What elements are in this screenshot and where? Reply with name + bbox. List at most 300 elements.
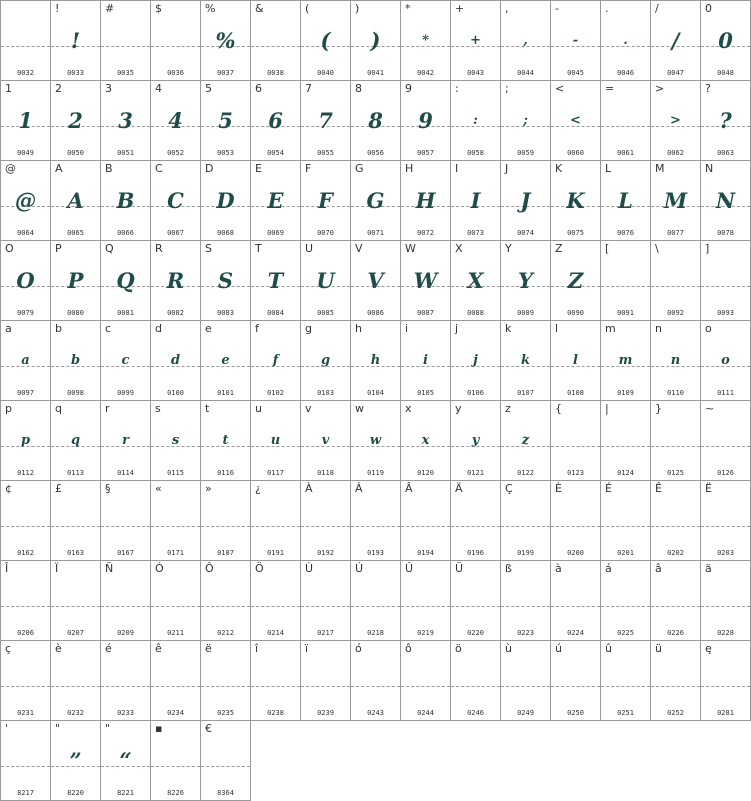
glyph-cell xyxy=(101,561,151,641)
character-code: 0098 xyxy=(67,389,84,397)
character-code: 0224 xyxy=(567,629,584,637)
character-code: 0109 xyxy=(617,389,634,397)
glyph-sample xyxy=(251,581,300,621)
glyph-cell xyxy=(701,321,751,401)
character-code: 8221 xyxy=(117,789,134,797)
character-code: 0074 xyxy=(517,229,534,237)
glyph-cell xyxy=(251,161,301,241)
glyph-cell xyxy=(151,401,201,481)
cell-character: : xyxy=(455,82,459,95)
glyph-sample xyxy=(251,21,300,61)
glyph-cell xyxy=(401,481,451,561)
glyph-sample xyxy=(301,661,350,701)
glyph-cell xyxy=(651,321,701,401)
character-code: 0091 xyxy=(617,309,634,317)
glyph-sample xyxy=(151,661,200,701)
character-code: 0171 xyxy=(167,549,184,557)
glyph-sample: * xyxy=(422,33,429,48)
character-code: 0056 xyxy=(367,149,384,157)
glyph-sample: n xyxy=(670,353,681,368)
glyph-cell xyxy=(401,1,451,81)
glyph-cell xyxy=(251,321,301,401)
character-code: 0113 xyxy=(67,469,84,477)
character-code: 0033 xyxy=(67,69,84,77)
cell-character: 1 xyxy=(5,82,12,95)
cell-character: » xyxy=(205,482,212,495)
cell-character: Ù xyxy=(305,562,314,575)
character-code: 0038 xyxy=(267,69,284,77)
glyph-sample: F xyxy=(318,188,333,213)
character-code: 0124 xyxy=(617,469,634,477)
cell-character: H xyxy=(405,162,414,175)
cell-character: € xyxy=(205,722,212,735)
character-code: 0093 xyxy=(717,309,734,317)
glyph-cell xyxy=(301,81,351,161)
glyph-cell xyxy=(351,1,401,81)
cell-character: ô xyxy=(405,642,412,655)
glyph-sample: d xyxy=(170,353,181,368)
glyph-sample: ! xyxy=(70,28,81,53)
glyph-cell xyxy=(1,1,51,81)
glyph-cell xyxy=(451,321,501,401)
cell-character: 6 xyxy=(255,82,262,95)
glyph-sample xyxy=(701,581,750,621)
glyph-sample: A xyxy=(67,188,84,213)
character-code: 0218 xyxy=(367,629,384,637)
glyph-sample xyxy=(351,581,400,621)
character-code: 0211 xyxy=(167,629,184,637)
character-code: 0070 xyxy=(317,229,334,237)
cell-character: ë xyxy=(205,642,212,655)
cell-character: n xyxy=(655,322,662,335)
glyph-cell xyxy=(201,1,251,81)
glyph-sample: / xyxy=(671,28,680,53)
cell-character: s xyxy=(155,402,161,415)
glyph-cell xyxy=(351,481,401,561)
cell-character: ę xyxy=(705,642,712,655)
character-code: 0108 xyxy=(567,389,584,397)
glyph-sample: 0 xyxy=(718,28,733,53)
cell-character: $ xyxy=(155,2,162,15)
glyph-cell xyxy=(451,241,501,321)
glyph-cell xyxy=(501,481,551,561)
glyph-sample: p xyxy=(20,433,31,448)
glyph-sample: W xyxy=(413,268,438,293)
character-code: 0120 xyxy=(417,469,434,477)
glyph-sample: g xyxy=(320,353,331,368)
glyph-sample: 8 xyxy=(368,108,383,133)
character-code: 0111 xyxy=(717,389,734,397)
glyph-cell xyxy=(1,241,51,321)
glyph-cell xyxy=(101,161,151,241)
glyph-cell xyxy=(601,161,651,241)
cell-character: o xyxy=(705,322,712,335)
glyph-sample xyxy=(151,581,200,621)
cell-character: % xyxy=(205,2,216,15)
character-code: 0063 xyxy=(717,149,734,157)
character-code: 0249 xyxy=(517,709,534,717)
glyph-sample xyxy=(501,581,550,621)
glyph-cell xyxy=(401,161,451,241)
glyph-cell xyxy=(151,721,201,801)
character-code: 0201 xyxy=(617,549,634,557)
glyph-sample xyxy=(301,581,350,621)
character-code: 0092 xyxy=(667,309,684,317)
cell-character: ; xyxy=(505,82,509,95)
character-code: 0123 xyxy=(567,469,584,477)
glyph-sample: 5 xyxy=(218,108,233,133)
glyph-cell xyxy=(301,481,351,561)
character-code: 0065 xyxy=(67,229,84,237)
glyph-sample xyxy=(651,661,700,701)
glyph-sample: i xyxy=(423,353,428,368)
glyph-cell xyxy=(551,81,601,161)
glyph-sample: v xyxy=(321,433,330,448)
glyph-cell xyxy=(51,161,101,241)
character-code: 0044 xyxy=(517,69,534,77)
character-code: 0231 xyxy=(17,709,34,717)
character-code: 0106 xyxy=(467,389,484,397)
glyph-cell xyxy=(151,1,201,81)
glyph-cell xyxy=(601,641,651,721)
character-code: 0081 xyxy=(117,309,134,317)
cell-character: a xyxy=(5,322,12,335)
glyph-sample: Q xyxy=(116,268,135,293)
character-code: 0037 xyxy=(217,69,234,77)
cell-character: w xyxy=(355,402,364,415)
cell-character: 7 xyxy=(305,82,312,95)
cell-character: T xyxy=(255,242,262,255)
glyph-sample xyxy=(1,21,50,61)
glyph-cell xyxy=(451,161,501,241)
glyph-cell xyxy=(151,481,201,561)
cell-character: Ï xyxy=(55,562,59,575)
cell-character: Z xyxy=(555,242,563,255)
glyph-cell xyxy=(651,81,701,161)
character-code: 0071 xyxy=(367,229,384,237)
cell-character: E xyxy=(255,162,262,175)
cell-character: e xyxy=(205,322,212,335)
glyph-cell xyxy=(51,401,101,481)
cell-character: ú xyxy=(555,642,562,655)
cell-character: Ô xyxy=(205,562,214,575)
glyph-sample: L xyxy=(618,188,633,213)
cell-character: + xyxy=(455,2,465,15)
cell-character: ] xyxy=(705,242,710,255)
character-code: 0053 xyxy=(217,149,234,157)
cell-character: X xyxy=(455,242,463,255)
glyph-sample: l xyxy=(573,353,578,368)
cell-character: z xyxy=(505,402,511,415)
character-code: 0250 xyxy=(567,709,584,717)
character-code: 0041 xyxy=(367,69,384,77)
cell-character: 5 xyxy=(205,82,212,95)
glyph-cell xyxy=(301,161,351,241)
glyph-cell xyxy=(201,241,251,321)
glyph-sample xyxy=(701,501,750,541)
glyph-cell xyxy=(251,401,301,481)
cell-character: O xyxy=(5,242,14,255)
glyph-sample xyxy=(151,21,200,61)
glyph-cell xyxy=(451,641,501,721)
glyph-cell xyxy=(251,241,301,321)
glyph-cell xyxy=(51,1,101,81)
glyph-sample: C xyxy=(167,188,184,213)
glyph-sample: 7 xyxy=(318,108,333,133)
character-code: 0060 xyxy=(567,149,584,157)
glyph-cell xyxy=(551,401,601,481)
cell-character: / xyxy=(655,2,659,15)
cell-character: 0 xyxy=(705,2,712,15)
cell-character: | xyxy=(605,402,609,415)
glyph-sample: % xyxy=(215,28,236,53)
character-code: 0114 xyxy=(117,469,134,477)
character-code: 0075 xyxy=(567,229,584,237)
cell-character: Ê xyxy=(655,482,662,495)
cell-character: ▪ xyxy=(155,722,163,735)
cell-character: 8 xyxy=(355,82,362,95)
character-code: 0088 xyxy=(467,309,484,317)
glyph-cell xyxy=(451,401,501,481)
cell-character: Q xyxy=(105,242,114,255)
cell-character: x xyxy=(405,402,412,415)
character-code: 0228 xyxy=(717,629,734,637)
glyph-sample: X xyxy=(467,268,484,293)
character-code: 0212 xyxy=(217,629,234,637)
glyph-sample xyxy=(1,501,50,541)
glyph-cell xyxy=(601,1,651,81)
glyph-cell xyxy=(1,641,51,721)
cell-character: Û xyxy=(405,562,414,575)
cell-character: K xyxy=(555,162,563,175)
glyph-sample xyxy=(651,581,700,621)
glyph-cell xyxy=(551,161,601,241)
character-code: 0069 xyxy=(267,229,284,237)
character-code: 0100 xyxy=(167,389,184,397)
glyph-sample xyxy=(601,581,650,621)
cell-character: ? xyxy=(705,82,711,95)
glyph-sample xyxy=(51,661,100,701)
cell-character: Â xyxy=(405,482,413,495)
glyph-sample: M xyxy=(663,188,688,213)
glyph-sample xyxy=(451,661,500,701)
character-code: 0110 xyxy=(667,389,684,397)
glyph-sample xyxy=(551,501,600,541)
cell-character: t xyxy=(205,402,210,415)
cell-character: . xyxy=(605,2,609,15)
glyph-sample: k xyxy=(520,353,530,368)
character-code: 0207 xyxy=(67,629,84,637)
glyph-sample: e xyxy=(221,353,230,368)
cell-character: ç xyxy=(5,642,12,655)
character-code: 0167 xyxy=(117,549,134,557)
cell-character: P xyxy=(55,242,62,255)
glyph-sample: R xyxy=(166,268,185,293)
cell-character: Á xyxy=(355,482,363,495)
glyph-sample xyxy=(551,581,600,621)
glyph-sample xyxy=(551,661,600,701)
character-code: 0281 xyxy=(717,709,734,717)
glyph-cell xyxy=(101,81,151,161)
glyph-sample: q xyxy=(70,433,81,448)
glyph-cell xyxy=(201,161,251,241)
glyph-cell xyxy=(651,161,701,241)
cell-character: 4 xyxy=(155,82,162,95)
cell-character: À xyxy=(305,482,313,495)
cell-character: > xyxy=(655,82,665,95)
cell-character: ( xyxy=(305,2,310,15)
glyph-sample xyxy=(601,501,650,541)
glyph-sample: ) xyxy=(370,28,381,53)
cell-character: C xyxy=(155,162,163,175)
glyph-cell xyxy=(351,161,401,241)
character-code: 0104 xyxy=(367,389,384,397)
character-code: 0223 xyxy=(517,629,534,637)
character-code: 0090 xyxy=(567,309,584,317)
character-code: 0105 xyxy=(417,389,434,397)
cell-character: L xyxy=(605,162,612,175)
cell-character: é xyxy=(105,642,112,655)
cell-character: j xyxy=(455,322,459,335)
character-code: 0043 xyxy=(467,69,484,77)
character-code: 0080 xyxy=(67,309,84,317)
character-code: 0232 xyxy=(67,709,84,717)
glyph-cell xyxy=(51,241,101,321)
character-code: 0072 xyxy=(417,229,434,237)
character-code: 0206 xyxy=(17,629,34,637)
glyph-cell xyxy=(201,561,251,641)
character-code: 0199 xyxy=(517,549,534,557)
glyph-sample xyxy=(401,661,450,701)
cell-character: c xyxy=(105,322,112,335)
cell-character: ' xyxy=(5,722,9,735)
glyph-sample: + xyxy=(470,33,481,48)
character-code: 0049 xyxy=(17,149,34,157)
glyph-cell xyxy=(701,81,751,161)
glyph-cell xyxy=(301,641,351,721)
character-code: 0116 xyxy=(217,469,234,477)
cell-character: è xyxy=(55,642,62,655)
cell-character: Î xyxy=(5,562,9,575)
glyph-cell xyxy=(151,321,201,401)
glyph-cell xyxy=(1,81,51,161)
glyph-sample xyxy=(101,581,150,621)
character-code: 0121 xyxy=(467,469,484,477)
cell-character: É xyxy=(605,482,612,495)
character-code: 0115 xyxy=(167,469,184,477)
character-code: 0126 xyxy=(717,469,734,477)
glyph-sample: I xyxy=(470,188,481,213)
glyph-cell xyxy=(1,561,51,641)
character-code: 0086 xyxy=(367,309,384,317)
glyph-cell xyxy=(351,321,401,401)
glyph-cell xyxy=(651,401,701,481)
glyph-cell xyxy=(51,81,101,161)
character-code: 0226 xyxy=(667,629,684,637)
glyph-sample xyxy=(501,501,550,541)
cell-character: â xyxy=(655,562,662,575)
glyph-sample: Y xyxy=(518,268,533,293)
glyph-sample: r xyxy=(122,433,129,448)
glyph-sample xyxy=(301,501,350,541)
cell-character: R xyxy=(155,242,163,255)
cell-character: Ó xyxy=(155,562,164,575)
glyph-sample: @ xyxy=(15,188,36,213)
glyph-cell xyxy=(301,561,351,641)
cell-character: Ö xyxy=(255,562,264,575)
glyph-cell xyxy=(651,641,701,721)
glyph-sample: 3 xyxy=(118,108,133,133)
glyph-sample: y xyxy=(471,433,480,448)
character-code: 0032 xyxy=(17,69,34,77)
glyph-sample xyxy=(501,661,550,701)
cell-character: - xyxy=(555,2,559,15)
glyph-cell xyxy=(501,401,551,481)
glyph-sample: D xyxy=(216,188,235,213)
character-code: 0097 xyxy=(17,389,34,397)
cell-character: £ xyxy=(55,482,62,495)
glyph-sample: 2 xyxy=(68,108,83,133)
glyph-cell xyxy=(351,561,401,641)
glyph-cell xyxy=(651,561,701,641)
glyph-sample: a xyxy=(21,353,30,368)
character-code: 0059 xyxy=(517,149,534,157)
glyph-cell xyxy=(401,401,451,481)
character-code: 0192 xyxy=(317,549,334,557)
glyph-cell xyxy=(451,81,501,161)
glyph-cell xyxy=(101,481,151,561)
glyph-cell xyxy=(151,241,201,321)
glyph-sample: Z xyxy=(567,268,584,293)
glyph-sample: ” xyxy=(69,748,82,773)
glyph-sample xyxy=(1,741,50,781)
glyph-sample xyxy=(151,501,200,541)
character-code: 0054 xyxy=(267,149,284,157)
glyph-sample xyxy=(1,661,50,701)
cell-character: ¿ xyxy=(255,482,261,495)
glyph-cell xyxy=(701,401,751,481)
cell-character: # xyxy=(105,2,115,15)
glyph-cell xyxy=(151,641,201,721)
cell-character: § xyxy=(105,482,111,495)
glyph-cell xyxy=(251,81,301,161)
glyph-cell xyxy=(701,561,751,641)
cell-character: û xyxy=(605,642,612,655)
character-code: 0234 xyxy=(167,709,184,717)
glyph-sample: m xyxy=(618,353,633,368)
cell-character: m xyxy=(605,322,616,335)
cell-character: f xyxy=(255,322,259,335)
glyph-cell xyxy=(101,721,151,801)
glyph-sample: j xyxy=(473,353,478,368)
glyph-cell xyxy=(351,401,401,481)
glyph-sample: < xyxy=(570,113,581,128)
cell-character: U xyxy=(305,242,314,255)
glyph-cell xyxy=(601,561,651,641)
glyph-sample xyxy=(101,501,150,541)
cell-character: h xyxy=(355,322,362,335)
cell-character: g xyxy=(305,322,312,335)
glyph-sample: w xyxy=(369,433,382,448)
glyph-sample: S xyxy=(217,268,234,293)
glyph-sample xyxy=(51,581,100,621)
character-code: 0233 xyxy=(117,709,134,717)
cell-character: A xyxy=(55,162,63,175)
cell-character: W xyxy=(405,242,416,255)
cell-character: v xyxy=(305,402,312,415)
glyph-sample xyxy=(451,501,500,541)
glyph-cell xyxy=(701,641,751,721)
